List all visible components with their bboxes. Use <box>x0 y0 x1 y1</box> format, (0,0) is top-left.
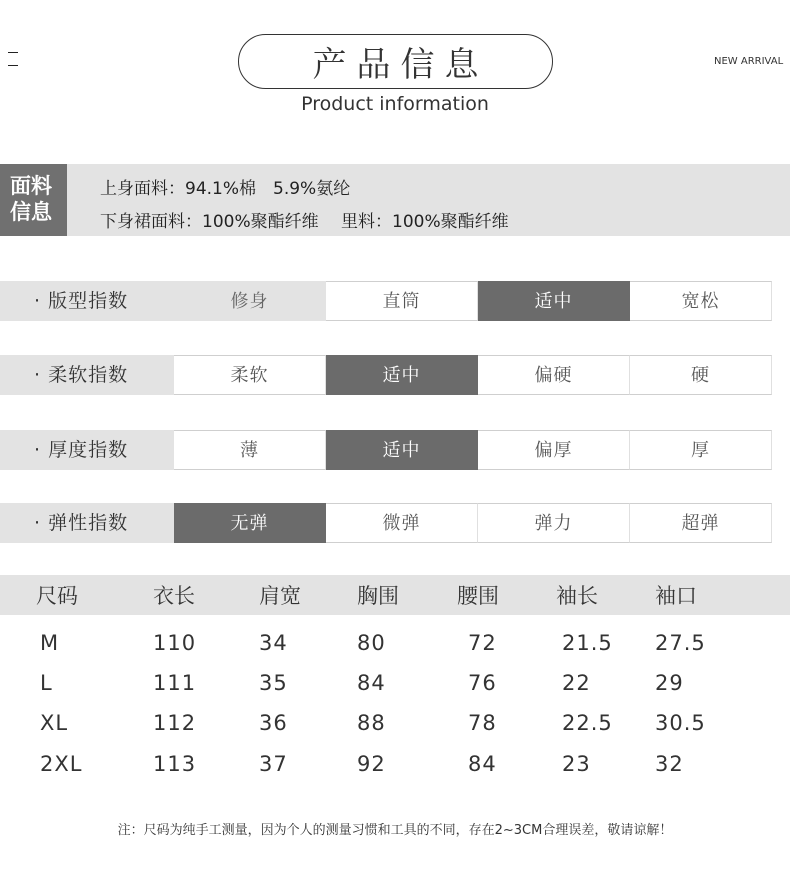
size-value: 29 <box>655 671 684 695</box>
index-label: · 弹性指数 <box>0 503 174 543</box>
size-column-header: 衣长 <box>153 584 195 608</box>
size-value: 92 <box>357 752 386 776</box>
size-column-header: 尺码 <box>36 584 78 608</box>
size-table-row <box>0 663 790 703</box>
size-table-header <box>0 575 790 615</box>
fabric-label-line2: 信息 <box>10 200 52 224</box>
size-column-header: 腰围 <box>457 584 499 608</box>
index-row <box>0 281 772 321</box>
size-value: 30.5 <box>655 711 706 735</box>
index-option-selected: 适中 <box>326 430 478 470</box>
size-value: 80 <box>357 631 386 655</box>
index-option: 微弹 <box>326 503 478 543</box>
new-arrival-badge: NEW ARRIVAL <box>714 56 784 67</box>
section-subtitle: Product information <box>301 93 489 115</box>
index-row <box>0 355 772 395</box>
size-column-header: 袖口 <box>655 584 697 608</box>
size-label: M <box>40 631 60 655</box>
decorative-bracket-icon <box>8 52 18 66</box>
index-option: 偏硬 <box>478 355 630 395</box>
section-title: 产品信息 <box>238 34 553 89</box>
size-value: 23 <box>562 752 591 776</box>
size-table-row <box>0 703 790 743</box>
size-value: 36 <box>259 711 288 735</box>
size-column-header: 胸围 <box>357 584 399 608</box>
fabric-info-label <box>0 164 67 236</box>
index-label: · 柔软指数 <box>0 355 174 395</box>
fabric-top-material: 上身面料：94.1%棉 5.9%氨纶 <box>100 179 351 199</box>
size-value: 111 <box>153 671 197 695</box>
size-value: 112 <box>153 711 197 735</box>
index-option-selected: 适中 <box>478 281 630 321</box>
size-value: 34 <box>259 631 288 655</box>
index-option: 硬 <box>630 355 772 395</box>
size-value: 84 <box>468 752 497 776</box>
size-label: 2XL <box>40 752 83 776</box>
fabric-info-panel <box>0 164 790 236</box>
size-label: XL <box>40 711 69 735</box>
index-row <box>0 430 772 470</box>
measurement-note: 注：尺码为纯手工测量，因为个人的测量习惯和工具的不同，存在2~3CM合理误差，敬请谅解！ <box>117 823 673 838</box>
index-option: 弹力 <box>478 503 630 543</box>
index-label: · 版型指数 <box>0 281 174 321</box>
index-option: 柔软 <box>174 355 326 395</box>
size-value: 35 <box>259 671 288 695</box>
index-option: 薄 <box>174 430 326 470</box>
index-option: 直筒 <box>326 281 478 321</box>
fabric-bottom-material: 下身裙面料：100%聚酯纤维 里料：100%聚酯纤维 <box>100 212 509 232</box>
size-value: 32 <box>655 752 684 776</box>
size-value: 84 <box>357 671 386 695</box>
index-option: 修身 <box>174 281 326 321</box>
size-value: 76 <box>468 671 497 695</box>
size-value: 110 <box>153 631 197 655</box>
size-value: 22 <box>562 671 591 695</box>
size-column-header: 袖长 <box>556 584 598 608</box>
index-option: 宽松 <box>630 281 772 321</box>
size-value: 113 <box>153 752 197 776</box>
size-value: 37 <box>259 752 288 776</box>
size-value: 88 <box>357 711 386 735</box>
size-table-row <box>0 744 790 784</box>
size-value: 78 <box>468 711 497 735</box>
size-value: 72 <box>468 631 497 655</box>
index-row <box>0 503 772 543</box>
index-option: 厚 <box>630 430 772 470</box>
size-value: 21.5 <box>562 631 613 655</box>
index-label: · 厚度指数 <box>0 430 174 470</box>
index-option-selected: 适中 <box>326 355 478 395</box>
size-value: 22.5 <box>562 711 613 735</box>
index-option: 偏厚 <box>478 430 630 470</box>
index-option: 超弹 <box>630 503 772 543</box>
size-column-header: 肩宽 <box>259 584 301 608</box>
fabric-label-line1: 面料 <box>10 174 52 198</box>
size-value: 27.5 <box>655 631 706 655</box>
size-label: L <box>40 671 53 695</box>
size-table-row <box>0 623 790 663</box>
index-option-selected: 无弹 <box>174 503 326 543</box>
